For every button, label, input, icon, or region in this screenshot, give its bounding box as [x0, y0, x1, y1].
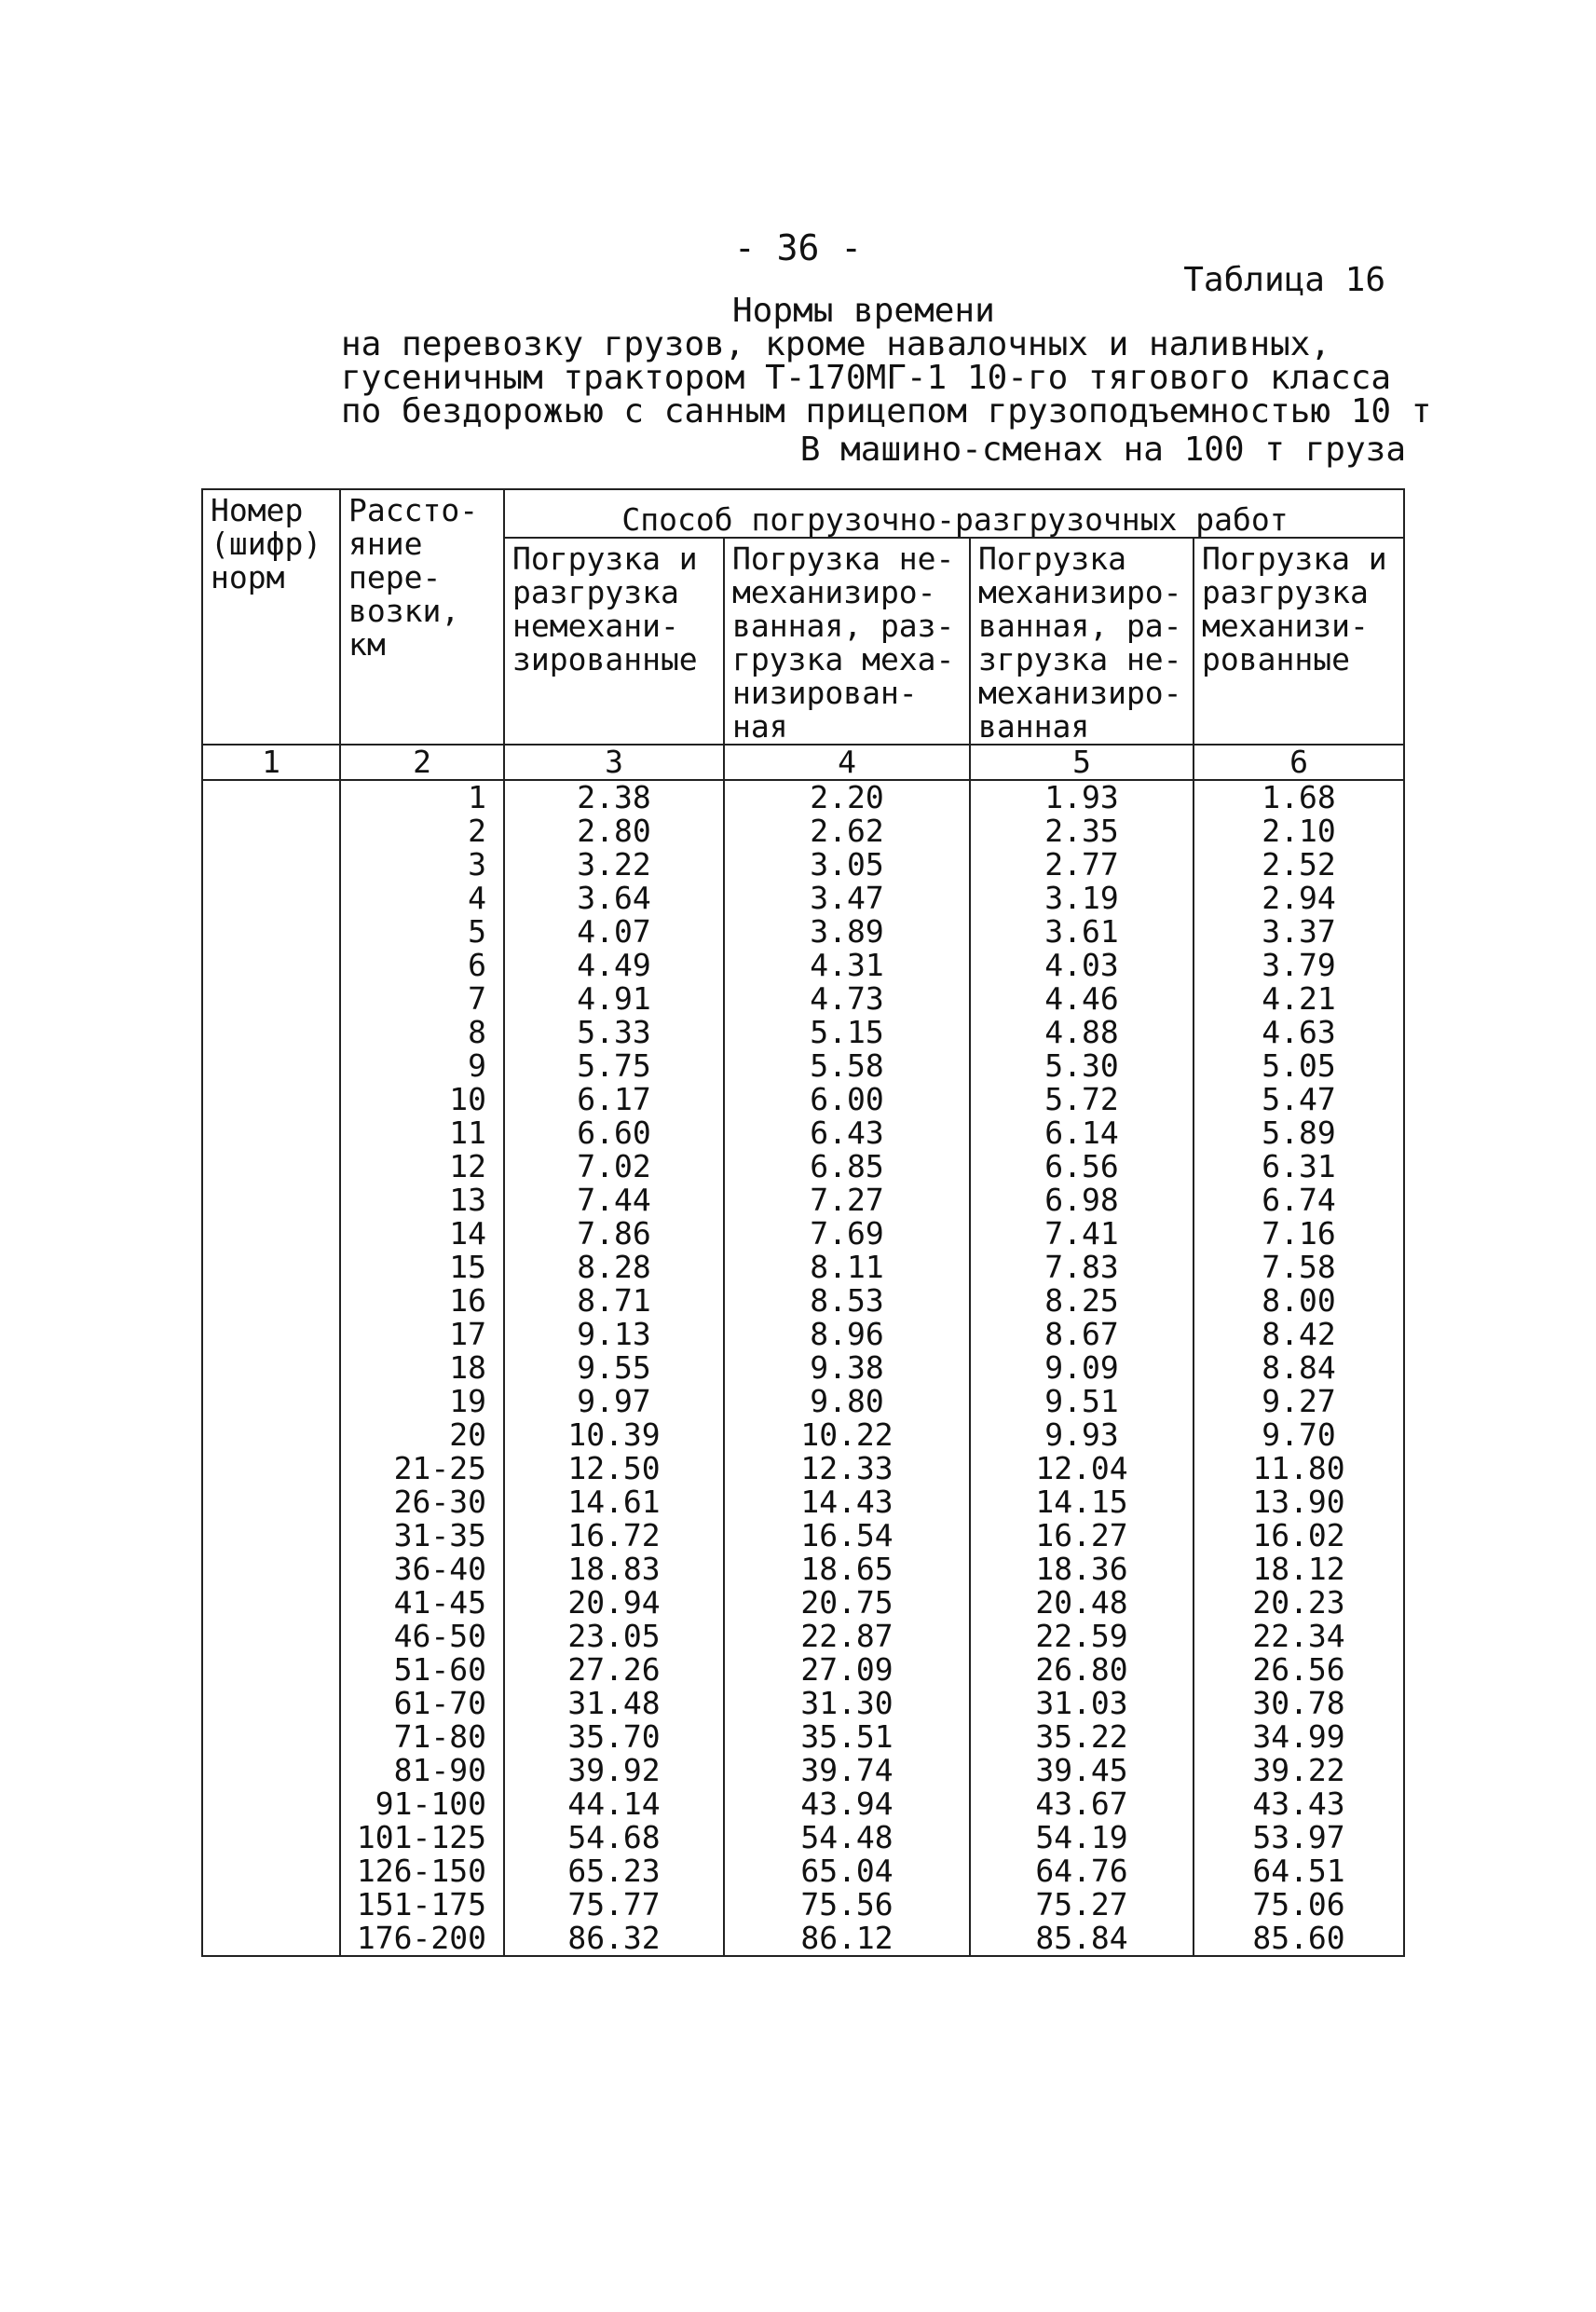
cell-value: 1.68 [1194, 780, 1404, 814]
cell-norm-number [202, 1653, 340, 1687]
cell-value: 31.48 [504, 1687, 724, 1720]
cell-value: 85.84 [970, 1922, 1194, 1956]
cell-value: 39.22 [1194, 1754, 1404, 1787]
cell-distance: 5 [340, 915, 504, 949]
cell-norm-number [202, 1586, 340, 1620]
cell-norm-number [202, 780, 340, 814]
cell-value: 6.56 [970, 1150, 1194, 1183]
cell-value: 4.21 [1194, 982, 1404, 1016]
cell-value: 23.05 [504, 1620, 724, 1653]
cell-norm-number [202, 1553, 340, 1586]
cell-value: 65.23 [504, 1854, 724, 1888]
column-numbers-row [202, 745, 1404, 780]
cell-value: 8.42 [1194, 1318, 1404, 1351]
cell-distance: 20 [340, 1418, 504, 1452]
cell-value: 7.69 [724, 1217, 970, 1251]
cell-value: 30.78 [1194, 1687, 1404, 1720]
cell-value: 8.96 [724, 1318, 970, 1351]
cell-value: 5.72 [970, 1083, 1194, 1116]
cell-value: 26.80 [970, 1653, 1194, 1687]
cell-norm-number [202, 1217, 340, 1251]
cell-distance: 21-25 [340, 1452, 504, 1485]
cell-value: 5.05 [1194, 1049, 1404, 1083]
cell-distance: 4 [340, 882, 504, 915]
cell-distance: 3 [340, 848, 504, 882]
cell-value: 31.30 [724, 1687, 970, 1720]
cell-distance: 101-125 [340, 1821, 504, 1854]
cell-value: 4.49 [504, 949, 724, 982]
cell-norm-number [202, 1754, 340, 1787]
title-line: гусеничным трактором Т-170МГ-1 10-го тягового класса [341, 359, 1392, 397]
cell-value: 35.22 [970, 1720, 1194, 1754]
table-body [202, 780, 1404, 1956]
table-row [202, 1821, 1404, 1854]
cell-value: 9.55 [504, 1351, 724, 1385]
cell-value: 7.44 [504, 1183, 724, 1217]
cell-value: 6.31 [1194, 1150, 1404, 1183]
cell-norm-number [202, 1720, 340, 1754]
header-manual-load-mech-unload: Погрузка не- механизиро- ванная, раз- грузка меха- низирован- ная [724, 538, 970, 745]
cell-value: 2.20 [724, 780, 970, 814]
cell-value: 22.87 [724, 1620, 970, 1653]
cell-norm-number [202, 1351, 340, 1385]
table-row [202, 780, 1404, 814]
cell-value: 9.27 [1194, 1385, 1404, 1418]
cell-value: 18.65 [724, 1553, 970, 1586]
cell-value: 4.63 [1194, 1016, 1404, 1049]
cell-value: 6.74 [1194, 1183, 1404, 1217]
table-label: Таблица 16 [1183, 261, 1385, 299]
cell-value: 4.46 [970, 982, 1194, 1016]
cell-value: 4.07 [504, 915, 724, 949]
cell-value: 22.34 [1194, 1620, 1404, 1653]
table-row [202, 1351, 1404, 1385]
cell-distance: 18 [340, 1351, 504, 1385]
cell-distance: 15 [340, 1251, 504, 1284]
cell-value: 43.43 [1194, 1787, 1404, 1821]
cell-value: 53.97 [1194, 1821, 1404, 1854]
cell-value: 16.54 [724, 1519, 970, 1553]
cell-value: 9.51 [970, 1385, 1194, 1418]
cell-value: 7.41 [970, 1217, 1194, 1251]
column-number: 1 [202, 745, 340, 780]
cell-norm-number [202, 1183, 340, 1217]
cell-norm-number [202, 982, 340, 1016]
cell-value: 86.32 [504, 1922, 724, 1956]
cell-value: 8.00 [1194, 1284, 1404, 1318]
table-row [202, 1284, 1404, 1318]
cell-norm-number [202, 1620, 340, 1653]
cell-distance: 26-30 [340, 1485, 504, 1519]
cell-norm-number [202, 882, 340, 915]
cell-value: 8.11 [724, 1251, 970, 1284]
cell-value: 14.61 [504, 1485, 724, 1519]
table-row [202, 1687, 1404, 1720]
cell-value: 5.15 [724, 1016, 970, 1049]
cell-distance: 16 [340, 1284, 504, 1318]
cell-norm-number [202, 1016, 340, 1049]
column-number: 3 [504, 745, 724, 780]
table-row [202, 1116, 1404, 1150]
cell-value: 9.80 [724, 1385, 970, 1418]
cell-value: 2.62 [724, 814, 970, 848]
cell-distance: 46-50 [340, 1620, 504, 1653]
cell-value: 8.28 [504, 1251, 724, 1284]
norms-table [201, 488, 1405, 1957]
cell-value: 16.27 [970, 1519, 1194, 1553]
cell-value: 35.70 [504, 1720, 724, 1754]
cell-value: 3.05 [724, 848, 970, 882]
cell-norm-number [202, 1854, 340, 1888]
cell-value: 10.22 [724, 1418, 970, 1452]
cell-norm-number [202, 1385, 340, 1418]
cell-value: 20.48 [970, 1586, 1194, 1620]
cell-value: 14.43 [724, 1485, 970, 1519]
cell-value: 64.76 [970, 1854, 1194, 1888]
table-row [202, 1083, 1404, 1116]
cell-value: 2.94 [1194, 882, 1404, 915]
cell-value: 4.73 [724, 982, 970, 1016]
cell-value: 75.77 [504, 1888, 724, 1922]
cell-value: 39.74 [724, 1754, 970, 1787]
cell-distance: 41-45 [340, 1586, 504, 1620]
units-note: В машино-сменах на 100 т груза [799, 431, 1406, 469]
cell-norm-number [202, 949, 340, 982]
cell-value: 9.38 [724, 1351, 970, 1385]
cell-distance: 151-175 [340, 1888, 504, 1922]
cell-value: 5.75 [504, 1049, 724, 1083]
cell-distance: 17 [340, 1318, 504, 1351]
cell-norm-number [202, 1821, 340, 1854]
cell-value: 12.50 [504, 1452, 724, 1485]
cell-value: 13.90 [1194, 1485, 1404, 1519]
cell-value: 8.84 [1194, 1351, 1404, 1385]
table-row [202, 1485, 1404, 1519]
cell-value: 8.71 [504, 1284, 724, 1318]
header-method-group: Способ погрузочно-разгрузочных работ [504, 489, 1404, 538]
cell-value: 18.12 [1194, 1553, 1404, 1586]
table-row [202, 1385, 1404, 1418]
table-row [202, 1251, 1404, 1284]
cell-value: 7.27 [724, 1183, 970, 1217]
cell-distance: 19 [340, 1385, 504, 1418]
table-row [202, 814, 1404, 848]
header-mech-load-manual-unload: Погрузка механизиро- ванная, ра- згрузка не- механизиро- ванная [970, 538, 1194, 745]
cell-norm-number [202, 1251, 340, 1284]
table-row [202, 915, 1404, 949]
cell-value: 6.00 [724, 1083, 970, 1116]
cell-norm-number [202, 1519, 340, 1553]
cell-distance: 1 [340, 780, 504, 814]
cell-value: 65.04 [724, 1854, 970, 1888]
table-row [202, 1620, 1404, 1653]
cell-value: 22.59 [970, 1620, 1194, 1653]
cell-value: 3.22 [504, 848, 724, 882]
cell-distance: 81-90 [340, 1754, 504, 1787]
cell-value: 7.02 [504, 1150, 724, 1183]
cell-value: 2.35 [970, 814, 1194, 848]
table-row [202, 1217, 1404, 1251]
cell-value: 12.33 [724, 1452, 970, 1485]
cell-value: 5.30 [970, 1049, 1194, 1083]
table-row [202, 1888, 1404, 1922]
title-line: на перевозку грузов, кроме навалочных и наливных, [341, 325, 1331, 363]
column-number: 5 [970, 745, 1194, 780]
cell-value: 8.25 [970, 1284, 1194, 1318]
cell-distance: 11 [340, 1116, 504, 1150]
cell-norm-number [202, 1888, 340, 1922]
cell-distance: 51-60 [340, 1653, 504, 1687]
cell-value: 85.60 [1194, 1922, 1404, 1956]
cell-value: 6.60 [504, 1116, 724, 1150]
cell-value: 44.14 [504, 1787, 724, 1821]
cell-value: 43.94 [724, 1787, 970, 1821]
cell-value: 20.23 [1194, 1586, 1404, 1620]
cell-value: 3.37 [1194, 915, 1404, 949]
table-row [202, 949, 1404, 982]
cell-value: 8.67 [970, 1318, 1194, 1351]
table-row [202, 882, 1404, 915]
cell-value: 8.53 [724, 1284, 970, 1318]
cell-norm-number [202, 1083, 340, 1116]
cell-distance: 13 [340, 1183, 504, 1217]
cell-value: 34.99 [1194, 1720, 1404, 1754]
cell-value: 16.02 [1194, 1519, 1404, 1553]
cell-norm-number [202, 915, 340, 949]
cell-value: 18.36 [970, 1553, 1194, 1586]
cell-distance: 91-100 [340, 1787, 504, 1821]
cell-distance: 31-35 [340, 1519, 504, 1553]
cell-norm-number [202, 1687, 340, 1720]
cell-norm-number [202, 814, 340, 848]
cell-value: 35.51 [724, 1720, 970, 1754]
cell-norm-number [202, 1787, 340, 1821]
cell-distance: 12 [340, 1150, 504, 1183]
cell-value: 4.88 [970, 1016, 1194, 1049]
cell-distance: 61-70 [340, 1687, 504, 1720]
cell-value: 43.67 [970, 1787, 1194, 1821]
table-row [202, 1854, 1404, 1888]
table-row [202, 1049, 1404, 1083]
cell-distance: 10 [340, 1083, 504, 1116]
cell-value: 7.16 [1194, 1217, 1404, 1251]
cell-value: 7.86 [504, 1217, 724, 1251]
cell-value: 31.03 [970, 1687, 1194, 1720]
cell-value: 2.52 [1194, 848, 1404, 882]
cell-value: 3.64 [504, 882, 724, 915]
table-row [202, 1787, 1404, 1821]
cell-value: 1.93 [970, 780, 1194, 814]
cell-value: 7.58 [1194, 1251, 1404, 1284]
table-row [202, 1183, 1404, 1217]
cell-value: 27.26 [504, 1653, 724, 1687]
header-manual-both: Погрузка и разгрузка немехани- зированные [504, 538, 724, 745]
table-row [202, 1754, 1404, 1787]
title-line: по бездорожью с санным прицепом грузоподъемностью 10 т [341, 392, 1432, 431]
cell-distance: 9 [340, 1049, 504, 1083]
cell-value: 20.94 [504, 1586, 724, 1620]
cell-value: 26.56 [1194, 1653, 1404, 1687]
header-mech-both: Погрузка и разгрузка механизи- рованные [1194, 538, 1404, 745]
cell-norm-number [202, 1485, 340, 1519]
cell-value: 2.80 [504, 814, 724, 848]
cell-value: 6.85 [724, 1150, 970, 1183]
column-number: 4 [724, 745, 970, 780]
cell-value: 14.15 [970, 1485, 1194, 1519]
cell-value: 6.14 [970, 1116, 1194, 1150]
table-row [202, 848, 1404, 882]
cell-value: 3.47 [724, 882, 970, 915]
cell-norm-number [202, 1049, 340, 1083]
cell-value: 6.17 [504, 1083, 724, 1116]
cell-value: 4.03 [970, 949, 1194, 982]
cell-value: 20.75 [724, 1586, 970, 1620]
header-norm-number: Номер (шифр) норм [202, 489, 340, 745]
cell-value: 64.51 [1194, 1854, 1404, 1888]
table-row [202, 982, 1404, 1016]
cell-value: 11.80 [1194, 1452, 1404, 1485]
table-row [202, 1519, 1404, 1553]
table-row [202, 1720, 1404, 1754]
cell-distance: 7 [340, 982, 504, 1016]
cell-value: 9.70 [1194, 1418, 1404, 1452]
cell-value: 75.06 [1194, 1888, 1404, 1922]
table-row [202, 1553, 1404, 1586]
cell-value: 3.89 [724, 915, 970, 949]
cell-value: 4.31 [724, 949, 970, 982]
cell-norm-number [202, 1318, 340, 1351]
table-header [202, 489, 1404, 780]
cell-value: 6.43 [724, 1116, 970, 1150]
table-row [202, 1653, 1404, 1687]
cell-value: 75.27 [970, 1888, 1194, 1922]
cell-value: 9.13 [504, 1318, 724, 1351]
cell-value: 5.47 [1194, 1083, 1404, 1116]
table-row [202, 1452, 1404, 1485]
cell-value: 2.10 [1194, 814, 1404, 848]
cell-value: 7.83 [970, 1251, 1194, 1284]
cell-value: 39.45 [970, 1754, 1194, 1787]
cell-value: 3.61 [970, 915, 1194, 949]
cell-value: 12.04 [970, 1452, 1194, 1485]
cell-norm-number [202, 1922, 340, 1956]
cell-value: 2.77 [970, 848, 1194, 882]
cell-value: 2.38 [504, 780, 724, 814]
cell-norm-number [202, 1452, 340, 1485]
cell-value: 4.91 [504, 982, 724, 1016]
cell-distance: 71-80 [340, 1720, 504, 1754]
cell-value: 39.92 [504, 1754, 724, 1787]
cell-norm-number [202, 848, 340, 882]
cell-distance: 2 [340, 814, 504, 848]
cell-distance: 6 [340, 949, 504, 982]
cell-value: 6.98 [970, 1183, 1194, 1217]
table-row [202, 1318, 1404, 1351]
cell-value: 9.09 [970, 1351, 1194, 1385]
cell-value: 5.58 [724, 1049, 970, 1083]
cell-distance: 126-150 [340, 1854, 504, 1888]
cell-value: 9.93 [970, 1418, 1194, 1452]
cell-value: 9.97 [504, 1385, 724, 1418]
cell-distance: 14 [340, 1217, 504, 1251]
table-row [202, 1586, 1404, 1620]
cell-value: 75.56 [724, 1888, 970, 1922]
cell-value: 27.09 [724, 1653, 970, 1687]
cell-distance: 176-200 [340, 1922, 504, 1956]
cell-norm-number [202, 1116, 340, 1150]
header-distance: Рассто- яние пере- возки, км [340, 489, 504, 745]
column-number: 6 [1194, 745, 1404, 780]
cell-value: 5.33 [504, 1016, 724, 1049]
cell-value: 16.72 [504, 1519, 724, 1553]
table-row [202, 1150, 1404, 1183]
title-line: Нормы времени [732, 292, 995, 330]
table-row [202, 1418, 1404, 1452]
cell-norm-number [202, 1284, 340, 1318]
cell-value: 54.68 [504, 1821, 724, 1854]
cell-value: 3.19 [970, 882, 1194, 915]
table-row [202, 1016, 1404, 1049]
cell-value: 54.48 [724, 1821, 970, 1854]
cell-distance: 36-40 [340, 1553, 504, 1586]
cell-norm-number [202, 1418, 340, 1452]
page-number: - 36 - [733, 227, 863, 268]
column-number: 2 [340, 745, 504, 780]
cell-value: 3.79 [1194, 949, 1404, 982]
cell-value: 5.89 [1194, 1116, 1404, 1150]
cell-value: 54.19 [970, 1821, 1194, 1854]
table-title [341, 292, 1432, 431]
cell-norm-number [202, 1150, 340, 1183]
table-row [202, 1922, 1404, 1956]
cell-distance: 8 [340, 1016, 504, 1049]
cell-value: 86.12 [724, 1922, 970, 1956]
cell-value: 10.39 [504, 1418, 724, 1452]
cell-value: 18.83 [504, 1553, 724, 1586]
